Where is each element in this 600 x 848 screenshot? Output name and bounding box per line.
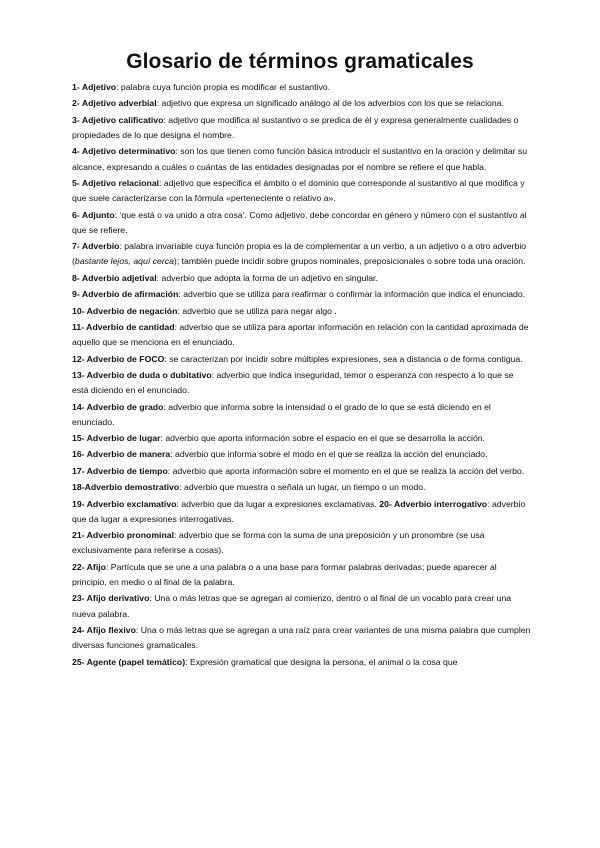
glossary-entry <box>72 352 532 367</box>
entry-term: 9- Adverbio de afirmación <box>72 289 179 300</box>
entry-term: 23- Afijo derivativo <box>72 593 150 604</box>
glossary-entry <box>72 208 532 238</box>
entry-term: 11- Adverbio de cantidad <box>72 321 175 332</box>
entry-term: 24- Afijo flexivo <box>72 625 136 636</box>
glossary-entry <box>72 480 532 495</box>
glossary-entry <box>72 560 532 590</box>
entry-definition: : Partícula que se une a una palabra o a una base para formar palabras derivadas; puede aparecer al principio, en medio o al final de la palabra. <box>72 561 497 588</box>
glossary-entry <box>72 144 532 174</box>
entry-term: 22- Afijo <box>72 561 106 572</box>
entry-definition: : adverbio que adopta la forma de un adjetivo en singular. <box>156 272 378 283</box>
glossary-entry <box>72 239 532 269</box>
glossary-entry <box>72 497 532 527</box>
glossary-entry <box>72 464 532 479</box>
entry-definition: : ‘que está o va unido a otra cosa’. Como adjetivo, debe concordar en género y número con el sustantivo al que se refiere. <box>72 209 527 235</box>
glossary-entry <box>72 80 532 95</box>
glossary-entry <box>72 271 532 286</box>
entry-definition: : adverbio que se forma con la suma de una preposición y un pronombre (se usa exclusivamente para referirse a cosas). <box>72 530 485 556</box>
entry-definition: : adverbio que da lugar a expresiones exclamativas. <box>176 498 380 509</box>
glossary-entry <box>72 176 532 206</box>
entry-term: 10- Adverbio de negación <box>72 305 178 316</box>
entry-term: 1- Adjetivo <box>72 82 117 92</box>
entry-term: 3- Adjetivo calificativo <box>72 114 164 125</box>
glossary-entry <box>72 400 532 430</box>
glossary-entry <box>72 113 532 143</box>
entry-example: bastante lejos, aquí cerca <box>74 256 174 267</box>
entry-term: 13- Adverbio de duda o dubitativo <box>72 369 212 380</box>
entry-term: 19- Adverbio exclamativo <box>72 498 177 509</box>
entry-term: 12- Adverbio de FOCO <box>72 353 165 364</box>
entry-definition: : adverbio que se utiliza para aportar información en relación con la cantidad aproximada de aquello que se menciona en el enunciado. <box>72 321 529 348</box>
page-title: Glosario de términos gramaticales <box>126 50 474 73</box>
entry-term: 17- Adverbio de tiempo <box>72 465 168 476</box>
glossary-entry <box>72 655 532 670</box>
entry-definition: : Una o más letras que se agregan al comienzo, dentro o al final de un vocablo para crear una nueva palabra. <box>72 593 512 619</box>
glossary-entry <box>72 431 532 446</box>
entry-definition: : adverbio que se utiliza para negar algo . <box>177 305 337 316</box>
entry-term: 4- Adjetivo determinativo <box>72 146 176 157</box>
entry-term: 14- Adverbio de grado <box>72 401 164 412</box>
entry-definition: : adverbio que muestra o señala un lugar, un tiempo o un modo. <box>179 482 426 493</box>
entry-definition-secondary: : adverbio que da lugar a expresiones interrogativas. <box>72 498 526 524</box>
entry-term: 15- Adverbio de lugar <box>72 433 161 444</box>
entry-term: 2- Adjetivo adverbial <box>72 98 157 109</box>
entry-definition: : son los que tienen como función básica introducir el sustantivo en la oración y delimitar su alcance, expresando a cuáles o cuántas de las entidades designadas por el nombre se refiere el que habla. <box>72 146 528 172</box>
entry-definition: : adverbio que informa sobre el modo en el que se realiza la acción del enunciado. <box>170 449 488 460</box>
entry-term-secondary: 20- Adverbio interrogativo <box>379 498 488 509</box>
entry-definition: : adjetivo que modifica al sustantivo o se predica de él y expresa generalmente cualidades o propiedades de lo que designa el nombre. <box>72 114 519 140</box>
entry-term: 21- Adverbio pronominal <box>72 530 175 541</box>
entry-definition: : Expresión gramatical que designa la persona, el animal o la cosa que <box>185 656 458 667</box>
glossary-entry <box>72 304 532 319</box>
entry-definition: : Una o más letras que se agregan a una raíz para crear variantes de una misma palabra que cumplen diversas funciones gramaticales. <box>72 625 531 651</box>
entry-term: 25- Agente (papel temático) <box>72 656 186 667</box>
entry-term: 18-Adverbio demostrativo <box>72 482 180 493</box>
entry-term: 16- Adverbio de manera <box>72 449 171 460</box>
entry-definition: : adverbio que aporta información sobre el espacio en el que se desarrolla la acción. <box>160 433 486 444</box>
entry-definition: : adverbio que aporta información sobre el momento en el que se realiza la acción del verbo. <box>167 465 525 476</box>
glossary-entry <box>72 447 532 462</box>
entry-term: 7- Adverbio <box>72 241 120 252</box>
glossary-entry <box>72 623 532 653</box>
entry-definition: : palabra invariable cuya función propia es la de complementar a un verbo, a un adjetivo o a otro adverbio ( <box>72 241 527 267</box>
glossary-entry <box>72 320 532 350</box>
glossary-entry <box>72 591 532 621</box>
glossary-entry <box>72 528 532 558</box>
entry-definition: : adverbio que se utiliza para reafirmar o confirmar la información que indica el enunciado. <box>178 289 526 300</box>
entry-term: 6- Adjunto <box>72 209 115 220</box>
glossary-entry <box>72 368 532 398</box>
entry-definition-cont: ); también puede incidir sobre grupos nominales, preposicionales o sobre toda una oración. <box>173 256 526 267</box>
entry-definition: : palabra cuya función propia es modificar el sustantivo. <box>116 82 331 92</box>
glossary-list <box>72 80 532 671</box>
entry-term: 8- Adverbio adjetival <box>72 272 157 283</box>
entry-definition: : adjetivo que expresa un significado análogo al de los adverbios con los que se relaciona. <box>156 98 504 109</box>
entry-definition: : adverbio que informa sobre la intensidad o el grado de lo que se está diciendo en el enunciado. <box>72 401 491 427</box>
entry-definition: : adjetivo que especifica el ámbito o el dominio que corresponde al sustantivo al que modifica y que suele caracterizarse con la fórmula «perteneciente o relativo a». <box>72 177 525 204</box>
entry-term: 5- Adjetivo relacional <box>72 177 160 188</box>
glossary-entry <box>72 287 532 302</box>
entry-definition: : adverbio que indica inseguridad, temor o esperanza con respecto a lo que se está diciendo en el enunciado. <box>72 369 514 396</box>
entry-definition: : se caracterizan por incidir sobre múltiples expresiones, sea a distancia o de forma contigua. <box>164 353 523 364</box>
glossary-entry <box>72 96 532 111</box>
